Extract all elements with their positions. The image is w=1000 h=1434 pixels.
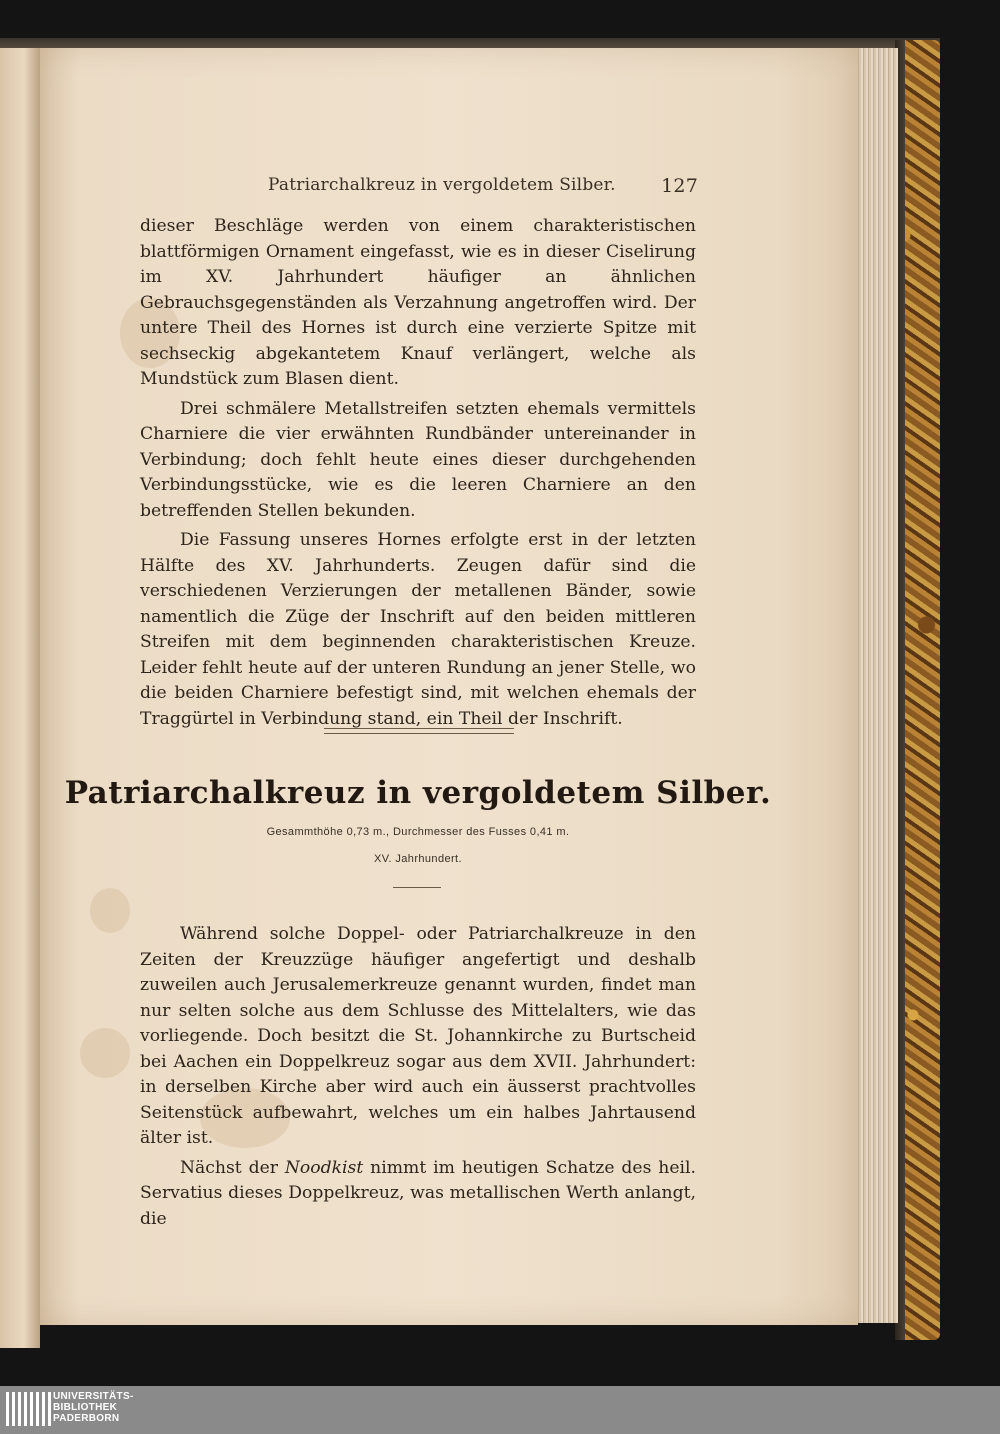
section-title — [0, 775, 1000, 811]
paragraph: Während solche Doppel- oder Patriarchalkreuze in den Zeiten der Kreuzzüge häufiger angefertigt und deshalb zuweilen auch Jerusalemerkreuze genannt wurden, findet man nur selten solche aus dem Schlusse des Mittelalters, wie das vorliegende. Doch besitzt die St. Johannkirche zu Burtscheid bei Aachen ein Doppelkreuz sogar aus dem XVII. Jahrhundert: in derselben Kirche aber wird auch ein äusserst prachtvolles Seitenstück aufbewahrt, welches um ein halbes Jahrtausend älter ist. — [140, 924, 696, 1148]
paragraph: dieser Beschläge werden von einem charakteristischen blattförmigen Ornament eingefasst, wie es in dieser Ciselirung im XV. Jahrhundert häufiger an ähnlichen Gebrauchsgegenständen als Verzahnung angetroffen wird. Der untere Theil des Hornes ist durch eine verzierte Spitze mit sechseckig abgekantetem Knauf verlängert, welche als Mundstück zum Blasen dient. — [140, 216, 696, 389]
text-run: Nächst der — [180, 1157, 285, 1178]
paper-stain — [90, 888, 130, 933]
page-number: 127 — [661, 175, 698, 197]
short-divider — [393, 887, 441, 888]
paper-stain — [80, 1028, 130, 1078]
running-title: Patriarchalkreuz in vergoldetem Silber. — [268, 175, 616, 195]
century-line — [0, 853, 1000, 865]
logo-line: PADERBORN — [53, 1413, 120, 1424]
left-page-edge — [0, 48, 40, 1348]
text-block-bottom — [140, 922, 696, 1232]
logo-line: UNIVERSITÄTS- — [53, 1391, 134, 1402]
century-text: XV. Jahrhundert. — [374, 853, 462, 865]
library-footer — [0, 1386, 1000, 1434]
section-divider — [324, 728, 514, 734]
paragraph — [140, 1156, 696, 1233]
paragraph: Die Fassung unseres Hornes erfolgte erst in der letzten Hälfte des XV. Jahrhunderts. Zeugen dafür sind die verschiedenen Verzierungen der metallenen Bänder, sowie namentlich die Züge der Inschrift auf den beiden mittleren Streifen mit dem beginnenden charakteristischen Kreuze. Leider fehlt heute auf der unteren Rundung an jener Stelle, wo die beiden Charniere befestigt sind, mit welchen ehemals der Traggürtel in Verbindung stand, ein Theil der Inschrift. — [140, 530, 696, 729]
running-head — [268, 175, 698, 197]
dimensions-line — [0, 826, 1000, 838]
page-stack-edges — [855, 48, 898, 1323]
italic-term: Noodkist — [284, 1157, 364, 1178]
logo-line: BIBLIOTHEK — [53, 1402, 118, 1413]
library-logo-text — [53, 1391, 134, 1424]
section-title-text: Patriarchalkreuz in vergoldetem Silber. — [64, 775, 772, 811]
text-run: nimmt im heutigen Schatze des heil. Servatius dieses Doppelkreuz, was metallischen Werth anlangt, die — [140, 1157, 696, 1229]
book-cover-marbled — [895, 40, 940, 1340]
paragraph: Drei schmälere Metallstreifen setzten ehemals vermittels Charniere die vier erwähnten Rundbänder untereinander in Verbindung; doch fehlt heute eines dieser durchgehenden Verbindungsstücke, wie es die leeren Charniere an den betreffenden Stellen bekunden. — [140, 398, 696, 521]
text-block-top — [140, 214, 696, 732]
library-logo-bars-icon — [6, 1392, 51, 1426]
dimensions-text: Gesammthöhe 0,73 m., Durchmesser des Fusses 0,41 m. — [266, 826, 570, 838]
